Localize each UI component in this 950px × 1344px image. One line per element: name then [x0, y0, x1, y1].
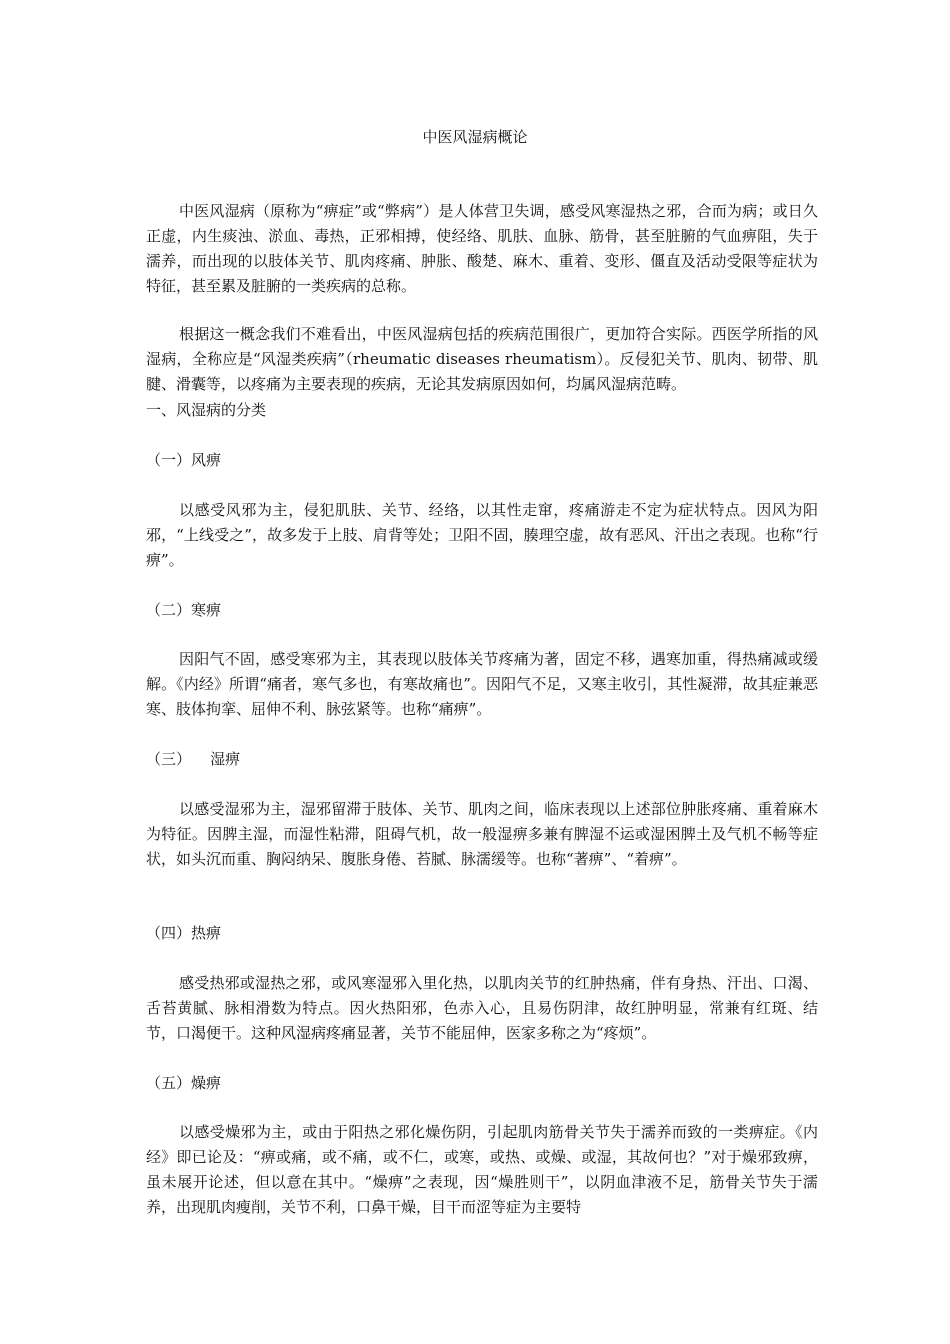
subheading-dry-bi: （五）燥痹 — [146, 1074, 222, 1092]
subheading-wind-bi: （一）风痹 — [146, 451, 222, 469]
subheading-cold-bi: （二）寒痹 — [146, 601, 222, 619]
document-title: 中医风湿病概论 — [422, 128, 528, 146]
paragraph-cold-bi: 因阳气不固，感受寒邪为主，其表现以肢体关节疼痛为著，固定不移，遇寒加重，得热痛减或缓解。《内经》所谓“痛者，寒气多也，有寒故痛也”。因阳气不足，又寒主收引，其性凝滞，故其症兼恶寒、肢体拘挛、屈伸不利、脉弦紧等。也称“痛痹”。 — [146, 650, 818, 718]
paragraph-wind-bi: 以感受风邪为主，侵犯肌肤、关节、经络，以其性走窜，疼痛游走不定为症状特点。因风为阳邪，“上线受之”，故多发于上肢、肩背等处；卫阳不固，腠理空虚，故有恶风、汗出之表现。也称“行痹”。 — [146, 501, 818, 569]
paragraph-scope: 根据这一概念我们不难看出，中医风湿病包括的疾病范围很广，更加符合实际。西医学所指的风湿病，全称应是“风湿类疾病”（rheumatic diseases rheumatism）。反侵犯关节、肌肉、韧带、肌腱、滑囊等，以疼痛为主要表现的疾病，无论其发病原因如何，均属风湿病范畴。 — [146, 325, 818, 393]
paragraph-definition: 中医风湿病（原称为“痹症”或“弊病”）是人体营卫失调，感受风寒湿热之邪，合而为病；或日久正虚，内生痰浊、淤血、毒热，正邪相搏，使经络、肌肤、血脉、筋骨，甚至脏腑的气血痹阻，失于濡养，而出现的以肢体关节、肌肉疼痛、肿胀、酸楚、麻木、重着、变形、僵直及活动受限等症状为特征，甚至累及脏腑的一类疾病的总称。 — [146, 202, 818, 295]
section-heading-classification: 一、风湿病的分类 — [146, 401, 267, 419]
subheading-damp-bi: （三） 湿痹 — [146, 750, 241, 768]
paragraph-heat-bi: 感受热邪或湿热之邪，或风寒湿邪入里化热，以肌肉关节的红肿热痛，伴有身热、汗出、口渴、舌苔黄腻、脉相滑数为特点。因火热阳邪，色赤入心，且易伤阴津，故红肿明显，常兼有红斑、结节，口渴便干。这种风湿病疼痛显著，关节不能屈伸，医家多称之为“疼烦”。 — [146, 974, 818, 1042]
paragraph-damp-bi: 以感受湿邪为主，湿邪留滞于肢体、关节、肌肉之间，临床表现以上述部位肿胀疼痛、重着麻木为特征。因脾主湿，而湿性粘滞，阻碍气机，故一般湿痹多兼有脾湿不运或湿困脾土及气机不畅等症状，如头沉而重、胸闷纳呆、腹胀身倦、苔腻、脉濡缓等。也称“著痹”、“着痹”。 — [146, 800, 818, 868]
paragraph-dry-bi: 以感受燥邪为主，或由于阳热之邪化燥伤阴，引起肌肉筋骨关节失于濡养而致的一类痹症。《内经》即已论及：“痹或痛，或不痛，或不仁，或寒，或热、或燥、或湿，其故何也？”对于燥邪致痹，虽未展开论述，但以意在其中。“燥痹”之表现，因“燥胜则干”，以阴血津液不足，筋骨关节失于濡养，出现肌肉瘦削，关节不利，口鼻干燥，目干而涩等症为主要特 — [146, 1123, 818, 1216]
subheading-heat-bi: （四）热痹 — [146, 924, 222, 942]
